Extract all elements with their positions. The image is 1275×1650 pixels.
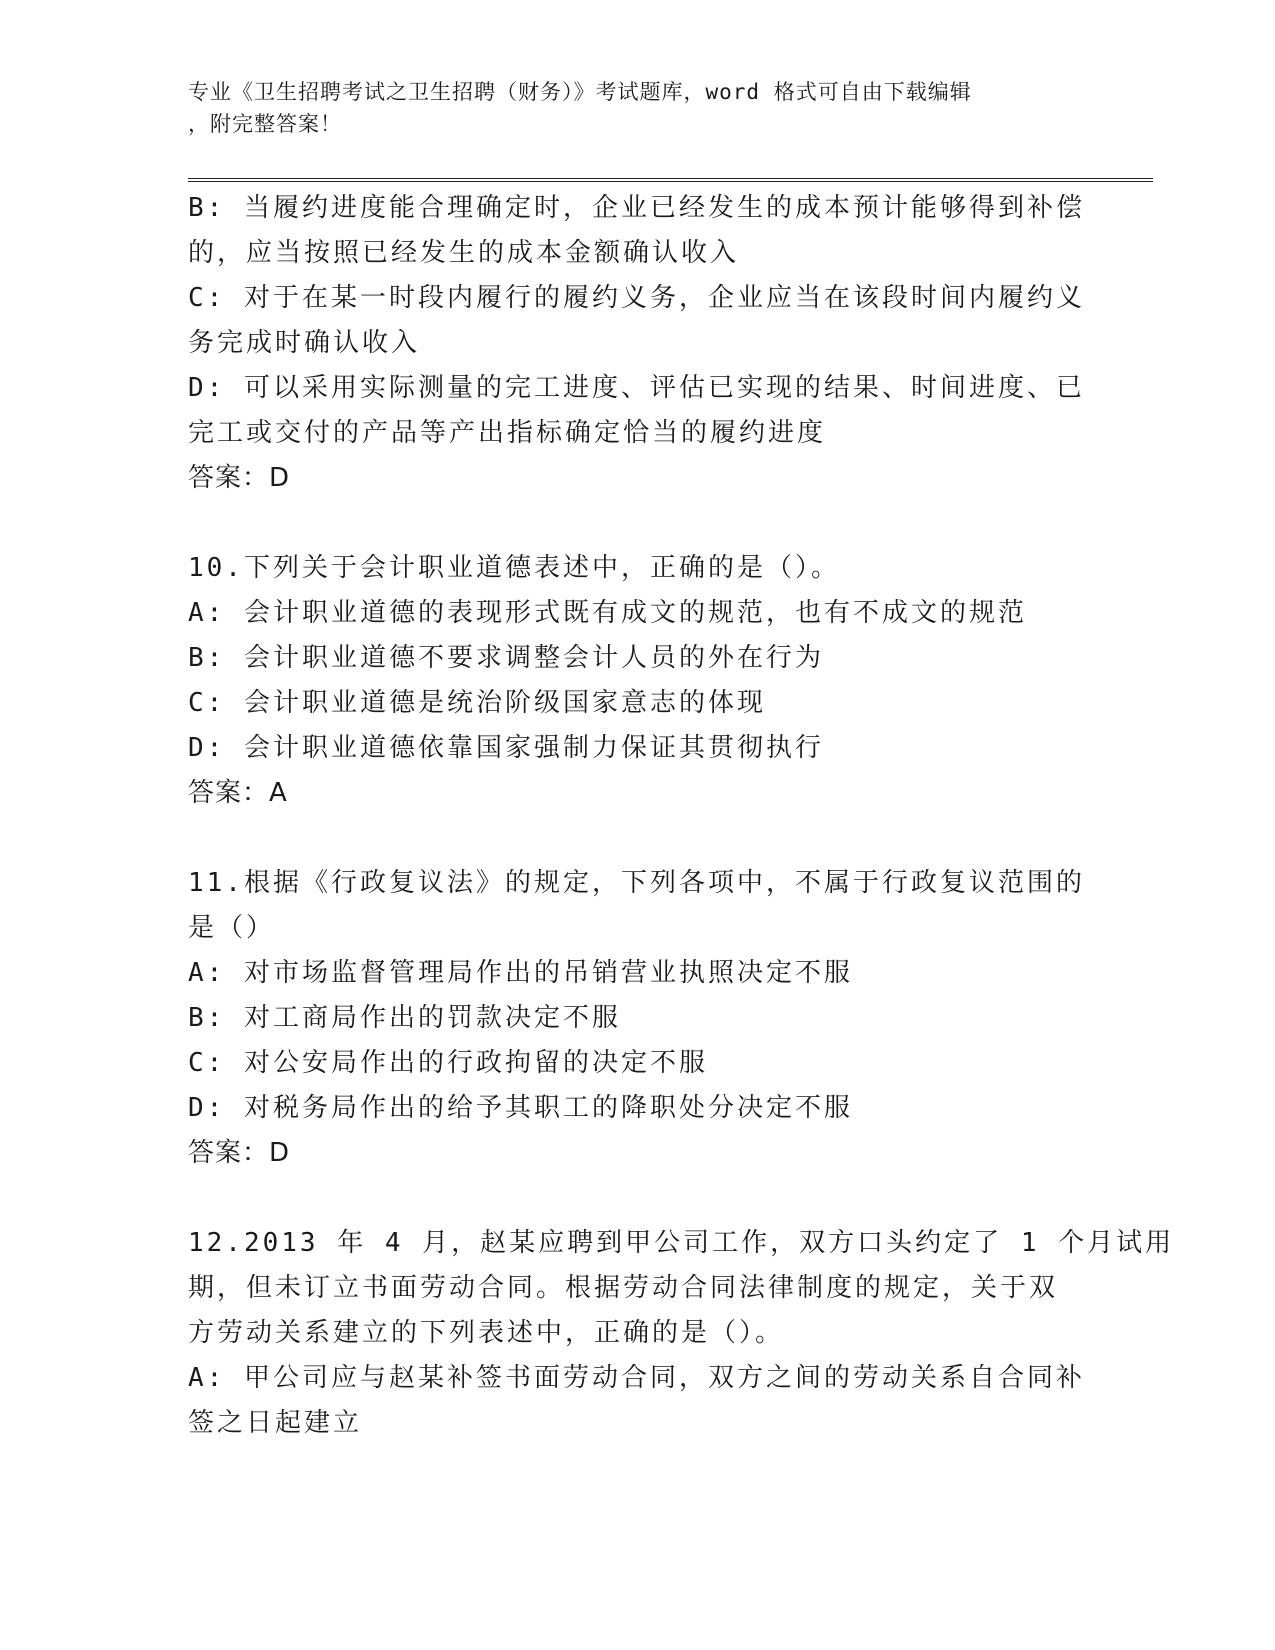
question-text-line-2: 是（） bbox=[188, 913, 276, 943]
option-d-line-2: 完工或交付的产品等产出指标确定恰当的履约进度 bbox=[188, 418, 827, 448]
question-text: 10.下列关于会计职业道德表述中，正确的是（）。 bbox=[188, 553, 840, 583]
option-a-line-1: A: 甲公司应与赵某补签书面劳动合同，双方之间的劳动关系自合同补 bbox=[188, 1363, 1085, 1393]
option-b: B: 对工商局作出的罚款决定不服 bbox=[188, 1003, 621, 1033]
document-header bbox=[188, 76, 1088, 140]
question-text-line-2: 期，但未订立书面劳动合同。根据劳动合同法律制度的规定，关于双 bbox=[188, 1273, 1059, 1303]
spacer bbox=[188, 501, 1088, 546]
answer: 答案：D bbox=[188, 1138, 291, 1168]
question-11 bbox=[188, 861, 1088, 1176]
option-c: C: 对公安局作出的行政拘留的决定不服 bbox=[188, 1048, 708, 1078]
option-d: D: 会计职业道德依靠国家强制力保证其贯彻执行 bbox=[188, 733, 824, 763]
option-b: B: 会计职业道德不要求调整会计人员的外在行为 bbox=[188, 643, 824, 673]
question-text-line-1: 11.根据《行政复议法》的规定，下列各项中，不属于行政复议范围的 bbox=[188, 868, 1085, 898]
option-d-line-1: D: 可以采用实际测量的完工进度、评估已实现的结果、时间进度、已 bbox=[188, 373, 1085, 403]
spacer bbox=[188, 1176, 1088, 1221]
question-content bbox=[188, 186, 1175, 1446]
header-line-2: ，附完整答案！ bbox=[188, 112, 342, 136]
option-a-line-2: 签之日起建立 bbox=[188, 1408, 363, 1438]
option-c-line-1: C: 对于在某一时段内履行的履约义务，企业应当在该段时间内履约义 bbox=[188, 283, 1085, 313]
option-c-line-2: 务完成时确认收入 bbox=[188, 328, 421, 358]
question-9 bbox=[188, 186, 1088, 501]
header-divider bbox=[188, 178, 1153, 182]
question-text-line-3: 方劳动关系建立的下列表述中，正确的是（）。 bbox=[188, 1318, 785, 1348]
answer: 答案：A bbox=[188, 778, 288, 808]
option-a: A: 对市场监督管理局作出的吊销营业执照决定不服 bbox=[188, 958, 853, 988]
header-line-1: 专业《卫生招聘考试之卫生招聘（财务）》考试题库，word 格式可自由下载编辑 bbox=[188, 80, 972, 104]
question-12 bbox=[188, 1221, 1175, 1446]
question-text-line-1: 12.2013 年 4 月，赵某应聘到甲公司工作，双方口头约定了 1 个月试用 bbox=[188, 1228, 1175, 1258]
option-d: D: 对税务局作出的给予其职工的降职处分决定不服 bbox=[188, 1093, 853, 1123]
question-10 bbox=[188, 546, 1088, 816]
option-a: A: 会计职业道德的表现形式既有成文的规范，也有不成文的规范 bbox=[188, 598, 1027, 628]
option-c: C: 会计职业道德是统治阶级国家意志的体现 bbox=[188, 688, 766, 718]
spacer bbox=[188, 816, 1088, 861]
option-b-line-1: B: 当履约进度能合理确定时，企业已经发生的成本预计能够得到补偿 bbox=[188, 193, 1085, 223]
option-b-line-2: 的，应当按照已经发生的成本金额确认收入 bbox=[188, 238, 740, 268]
answer: 答案：D bbox=[188, 463, 291, 493]
